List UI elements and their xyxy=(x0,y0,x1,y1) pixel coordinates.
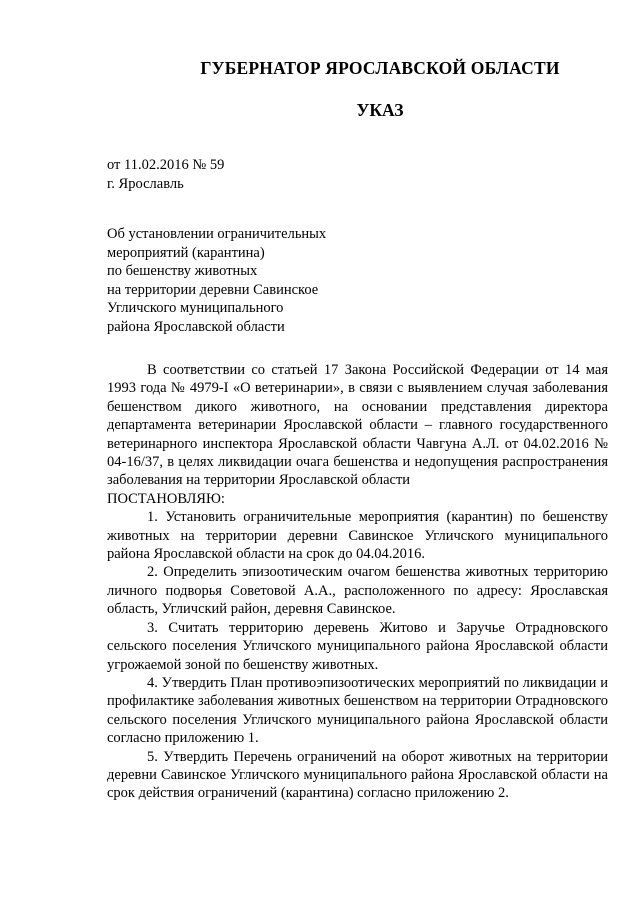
preamble-paragraph: В соответствии со статьей 17 Закона Российской Федерации от 14 мая 1993 года № 4979-I «О ветеринарии», в связи с выявлением случая заболевания бешенством дикого животного, на основании представления директора департамента ветеринарии Ярославской области – главного государственного ветеринарного инспектора Ярославской области Чавгуна А.Л. от 04.02.2016 № 04-16/37, в целях ликвидации очага бешенства и недопущения распространения заболевания на территории Ярославской области xyxy=(107,362,608,489)
decree-item-1: 1. Установить ограничительные мероприятия (карантин) по бешенству животных на территории деревни Савинское Угличского муниципального района Ярославской области на срок до 04.04.2016. xyxy=(107,509,608,563)
document-meta xyxy=(107,156,224,194)
decree-word: ПОСТАНОВЛЯЮ: xyxy=(107,490,225,507)
decree-item-4: 4. Утвердить План противоэпизоотических мероприятий по ликвидации и профилактике заболевания животных бешенством на территории Отрадновского сельского поселения Угличского муниципального района Ярославской области согласно приложению 1. xyxy=(107,674,608,747)
date-number: от 11.02.2016 № 59 xyxy=(107,157,225,173)
decree-item-2: 2. Определить эпизоотическим очагом бешенства животных территорию личного подворья Советовой А.А., расположенного по адресу: Ярославская область, Угличский район, деревня Савинское. xyxy=(107,564,608,618)
document-type: УКАЗ xyxy=(356,100,404,120)
subject-line: на территории деревни Савинское xyxy=(107,281,319,298)
subject-line: мероприятий (карантина) xyxy=(107,244,265,261)
subject-line: по бешенству животных xyxy=(107,263,258,279)
city: г. Ярославль xyxy=(107,176,184,192)
subject-line: района Ярославской области xyxy=(107,318,285,335)
decree-item-3: 3. Считать территорию деревень Житово и Заручье Отрадновского сельского поселения Угличского муниципального района Ярославской области угрожаемой зоной по бешенству животных. xyxy=(107,619,608,673)
subject-line: Об установлении ограничительных xyxy=(107,226,327,242)
document-body xyxy=(107,361,608,803)
subject-line: Угличского муниципального xyxy=(107,300,284,316)
decree-item-5: 5. Утвердить Перечень ограничений на оборот животных на территории деревни Савинское Угличского муниципального района Ярославской области на срок действия ограничений (карантина) согласно приложению 2. xyxy=(107,748,608,802)
issuer-title: ГУБЕРНАТОР ЯРОСЛАВСКОЙ ОБЛАСТИ xyxy=(200,58,560,78)
document-subject xyxy=(107,225,326,336)
